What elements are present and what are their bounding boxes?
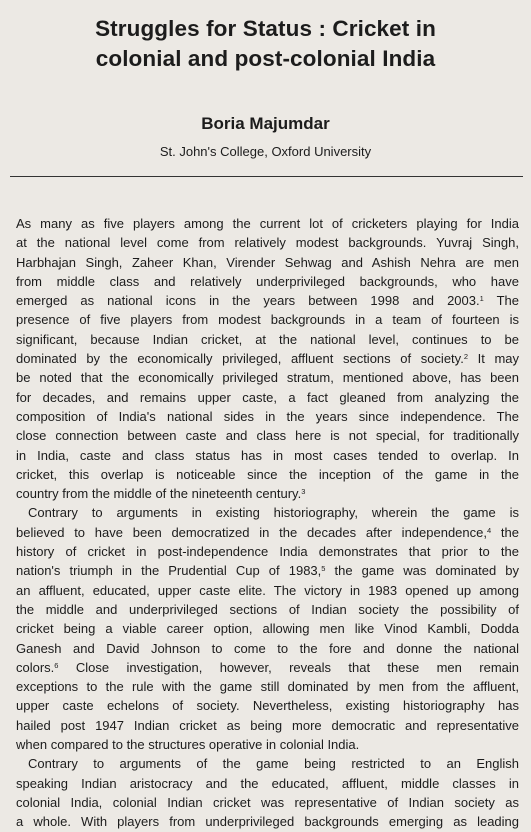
body-line xyxy=(16,214,519,233)
body-text: Contrary to arguments in existing historiography, wherein the game is xyxy=(28,505,519,521)
title-line: Struggles for Status : Cricket in xyxy=(95,16,436,41)
header-divider xyxy=(10,176,523,177)
footnote-marker: 3 xyxy=(301,487,306,497)
article-body xyxy=(16,214,519,832)
body-line xyxy=(16,812,519,831)
author-name: Boria Majumdar xyxy=(201,114,330,133)
body-line xyxy=(16,310,519,329)
body-text: Contrary to arguments of the game being restricted to an English xyxy=(28,756,519,772)
body-text: the game was dominated by xyxy=(325,563,519,579)
body-line xyxy=(16,561,519,580)
body-line xyxy=(16,696,519,715)
body-text: for decades, and remains upper caste, a fact gleaned from analyzing the xyxy=(16,389,519,405)
footnote-marker: 2 xyxy=(463,352,468,362)
body-line xyxy=(16,426,519,445)
body-line xyxy=(16,465,519,484)
title-line: colonial and post-colonial India xyxy=(95,46,436,71)
body-text: close connection between caste and class here is not special, for traditionally xyxy=(16,428,519,444)
footnote-marker: 5 xyxy=(321,564,326,574)
body-text: Close investigation, however, reveals that these men remain xyxy=(58,659,519,675)
body-text: dominated by the economically privileged, affluent sections of society. xyxy=(16,351,464,367)
body-line xyxy=(16,793,519,812)
body-line xyxy=(16,581,519,600)
body-text: an affluent, educated, upper caste elite. The victory in 1983 opened up among xyxy=(16,582,519,598)
body-line xyxy=(16,407,519,426)
body-text: It may xyxy=(468,351,519,367)
body-line xyxy=(16,388,519,407)
body-line xyxy=(16,272,519,291)
body-line xyxy=(16,291,519,310)
body-line xyxy=(16,754,519,773)
body-text: be noted that the economically privileged stratum, mentioned above, has been xyxy=(16,370,519,386)
body-text: emerged as national icons in the years between 1998 and 2003. xyxy=(16,293,480,309)
body-text: exceptions to the rule with the game still dominated by men from the affluent, xyxy=(16,679,519,695)
body-line xyxy=(16,619,519,638)
body-line xyxy=(16,542,519,561)
body-text: believed to have been democratized in the decades after independence, xyxy=(16,524,487,540)
footnote-marker: 6 xyxy=(54,660,59,670)
body-text: the xyxy=(491,524,519,540)
footnote-marker: 1 xyxy=(479,294,484,304)
body-text: significant, because Indian cricket, at the national level, continues to be xyxy=(16,331,519,347)
body-text: history of cricket in post-independence India demonstrates that prior to the xyxy=(16,544,519,560)
body-line xyxy=(16,677,519,696)
body-line xyxy=(16,349,519,368)
body-text: Harbhajan Singh, Zaheer Khan, Virender Sehwag and Ashish Nehra are men xyxy=(16,254,519,270)
body-text: hailed post 1947 Indian cricket as being more democratic and representative xyxy=(16,717,519,733)
body-line xyxy=(16,774,519,793)
body-text: the middle and underprivileged sections of Indian society the possibility of xyxy=(16,601,519,617)
body-line xyxy=(16,716,519,735)
body-text: when compared to the structures operative in colonial India. xyxy=(16,737,360,753)
body-text: from middle class and relatively underprivileged backgrounds, who have xyxy=(16,273,519,289)
body-text: in India, caste and class status has in most cases tended to overlap. In xyxy=(16,447,519,463)
body-text: a whole. With players from underprivileged backgrounds emerging as leading xyxy=(16,814,519,830)
body-text: composition of India's national sides in the years since independence. The xyxy=(16,408,519,424)
body-line xyxy=(16,446,519,465)
body-text: As many as five players among the current lot of cricketers playing for India xyxy=(16,216,519,231)
author-affiliation: St. John's College, Oxford University xyxy=(159,144,372,159)
body-line xyxy=(16,503,519,522)
body-line xyxy=(16,484,519,503)
body-line xyxy=(16,639,519,658)
body-line xyxy=(16,735,519,754)
body-line xyxy=(16,330,519,349)
body-text: at the national level come from relatively modest backgrounds. Yuvraj Singh, xyxy=(16,235,519,251)
body-text: speaking Indian aristocracy and the educated, affluent, middle classes in xyxy=(16,775,519,791)
body-line xyxy=(16,600,519,619)
body-text: The xyxy=(483,293,519,309)
body-line xyxy=(16,233,519,252)
body-text: colonial India, colonial Indian cricket was representative of Indian society as xyxy=(16,794,519,810)
body-line xyxy=(16,658,519,677)
body-line xyxy=(16,523,519,542)
article-title xyxy=(0,14,531,74)
body-text: colors. xyxy=(16,659,55,675)
body-text: upper caste echelons of society. Nevertheless, existing historiography has xyxy=(16,698,519,714)
body-text: country from the middle of the nineteenth century. xyxy=(16,486,302,502)
body-text: Ganesh and David Johnson to come to the fore and donne the national xyxy=(16,640,519,656)
body-text: presence of five players from modest backgrounds in a team of fourteen is xyxy=(16,312,519,328)
body-line xyxy=(16,253,519,272)
body-text: cricket, this overlap is noticeable since the inception of the game in the xyxy=(16,466,519,482)
body-line xyxy=(16,368,519,387)
footnote-marker: 4 xyxy=(486,525,492,535)
body-text: nation's triumph in the Prudential Cup of 1983, xyxy=(16,563,322,579)
body-text: cricket being a viable career option, allowing men like Vinod Kambli, Dodda xyxy=(16,621,519,637)
